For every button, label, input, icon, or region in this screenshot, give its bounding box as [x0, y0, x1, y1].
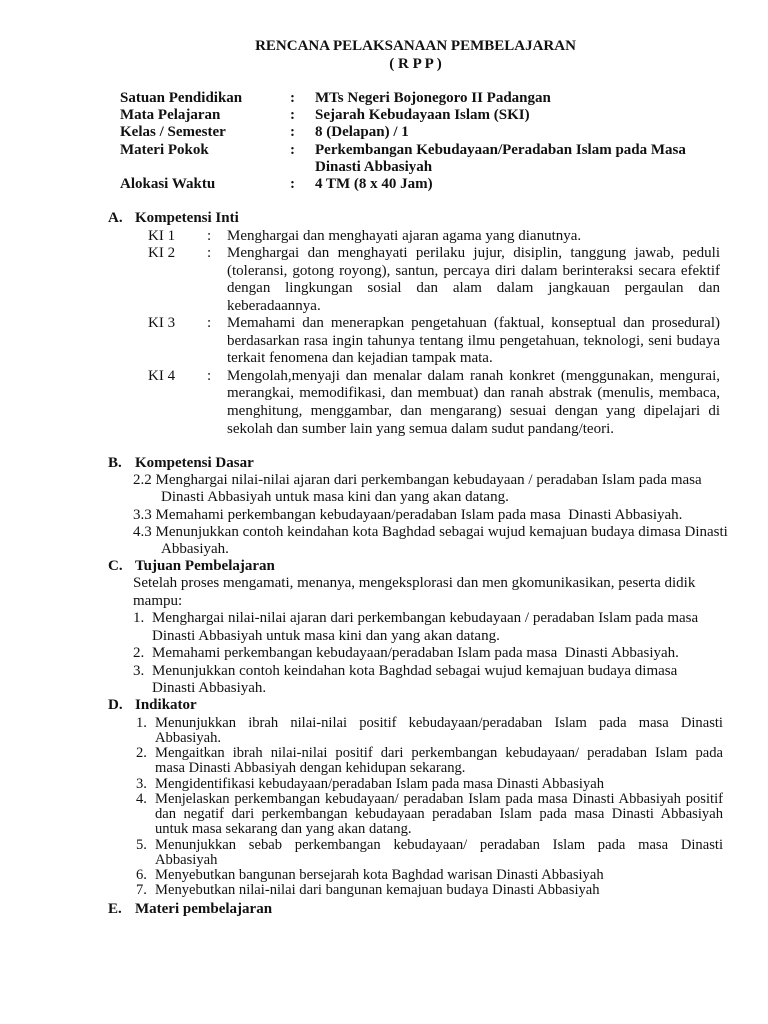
- section-title: Kompetensi Dasar: [135, 455, 254, 471]
- kd-line: [133, 507, 728, 524]
- indikator-number: 7.: [136, 882, 147, 899]
- section-title: Indikator: [135, 697, 197, 713]
- ki-separator: :: [207, 227, 212, 244]
- identity-row-alokasi: [120, 176, 686, 193]
- ki-text-line: Memahami dan menerapkan pengetahuan (faktual, konseptual dan prosedural): [227, 315, 720, 332]
- identity-value-line: Perkembangan Kebudayaan/Peradaban Islam pada Masa: [315, 141, 686, 158]
- identity-separator: :: [290, 141, 295, 158]
- section-heading: [108, 558, 698, 575]
- ki-code: KI 1: [148, 227, 176, 244]
- kd-code: 2.2: [133, 472, 152, 489]
- kd-item: [133, 472, 728, 506]
- ki-text-line: sekolah dan sumber lain yang semua dalam sudut pandang/teori.: [227, 420, 614, 437]
- indikator-item: [133, 792, 723, 838]
- ki-separator: :: [207, 245, 212, 262]
- ki-text-line: Menghargai dan menghayati perilaku jujur, disiplin, tanggung jawab, peduli: [227, 245, 720, 262]
- indikator-text-line: Menyebutkan nilai-nilai dari bangunan kemajuan budaya Dinasti Abbasiyah: [155, 882, 600, 899]
- identity-value: 8 (Delapan) / 1: [315, 124, 409, 141]
- section-kompetensi-dasar: [108, 455, 728, 558]
- tujuan-text-line: Dinasti Abbasiyah.: [152, 680, 267, 697]
- ki-item: [148, 315, 720, 368]
- ki-text: [227, 368, 720, 438]
- indikator-text: [155, 716, 723, 747]
- indikator-text-line: Abbasiyah.: [155, 729, 222, 746]
- indikator-text-line: Menyebutkan bangunan bersejarah kota Baghdad warisan Dinasti Abbasiyah: [155, 867, 604, 884]
- section-materi-pembelajaran: [108, 901, 272, 918]
- identity-row-materi: [120, 142, 686, 176]
- section-heading: [108, 455, 728, 472]
- indikator-text: [155, 883, 723, 898]
- identity-value: 4 TM (8 x 40 Jam): [315, 176, 433, 193]
- section-kompetensi-inti: [108, 210, 720, 438]
- tujuan-item: [133, 645, 698, 662]
- tujuan-number: 1.: [133, 610, 145, 627]
- section-letter: C.: [108, 558, 123, 574]
- ki-text-line: (toleransi, gotong royong), santun, percaya diri dalam berinteraksi secara efektif: [227, 262, 720, 279]
- indikator-item: [133, 716, 723, 747]
- ki-text-line: Menghargai dan menghayati ajaran agama yang dianutnya.: [227, 227, 582, 244]
- identity-label: Alokasi Waktu: [120, 176, 216, 193]
- tujuan-number: 3.: [133, 662, 145, 679]
- kd-text-continuation: Dinasti Abbasiyah untuk masa kini dan yang akan datang.: [161, 489, 509, 506]
- tujuan-text: [152, 663, 677, 698]
- section-letter: B.: [108, 455, 122, 471]
- ki-text-line: dengan lingkungan sosial dan alam dalam jangkauan pergaulan dan: [227, 280, 720, 297]
- ki-code: KI 2: [148, 245, 176, 262]
- ki-item: [148, 245, 720, 315]
- indikator-text: [155, 777, 723, 792]
- ki-separator: :: [207, 367, 212, 384]
- identity-value: MTs Negeri Bojonegoro II Padangan: [315, 90, 551, 106]
- indikator-number: 3.: [136, 775, 147, 792]
- ki-separator: :: [207, 315, 212, 332]
- kd-code: 4.3: [133, 523, 152, 540]
- indikator-item: [133, 777, 723, 792]
- tujuan-item: [133, 610, 698, 645]
- section-heading: [108, 210, 720, 228]
- kd-item: [133, 524, 728, 558]
- section-letter: D.: [108, 697, 123, 713]
- identity-row-mapel: [120, 107, 686, 124]
- ki-text-line: berdasarkan rasa ingin tahunya tentang ilmu pengetahuan, teknologi, seni budaya: [227, 332, 720, 349]
- indikator-text-line: masa Dinasti Abbasiyah dengan kehidupan sekarang.: [155, 760, 466, 777]
- indikator-number: 4.: [136, 790, 147, 807]
- indikator-text-line: Abbasiyah: [155, 851, 218, 868]
- section-heading: [108, 901, 272, 918]
- section-letter: E.: [108, 901, 122, 918]
- identity-label: Kelas / Semester: [120, 124, 226, 141]
- ki-text-line: Mengolah,menyaji dan menalar dalam ranah konkret (menggunakan, mengurai,: [227, 367, 720, 384]
- indikator-text: [155, 838, 723, 869]
- identity-separator: :: [290, 107, 295, 124]
- tujuan-item: [133, 663, 698, 698]
- kd-line: [133, 472, 728, 489]
- ki-text-line: merangkai, memodifikasi, dan membuat) dan ranah abstrak (menulis, membaca,: [227, 385, 720, 402]
- ki-text-line: terkait fenomena dan kejadian tampak mata.: [227, 350, 493, 367]
- ki-text: [227, 228, 720, 246]
- identity-row-satuan: [120, 90, 686, 107]
- kd-text-continuation: Abbasiyah.: [161, 541, 229, 558]
- indikator-text-line: Mengidentifikasi kebudayaan/peradaban Islam pada masa Dinasti Abbasiyah: [155, 775, 605, 792]
- ki-text: [227, 245, 720, 315]
- indikator-item: [133, 838, 723, 869]
- section-tujuan-pembelajaran: [108, 558, 698, 698]
- section-indikator: [108, 697, 197, 714]
- identity-separator: :: [290, 90, 295, 106]
- ki-text-line: menghitung, menggambar, dan mengarang) sesuai dengan yang dipelajari di: [227, 403, 720, 420]
- tujuan-intro: [133, 575, 698, 610]
- tujuan-text-line: Menghargai nilai-nilai ajaran dari perkembangan kebudayaan / peradaban Islam pada masa: [152, 610, 699, 627]
- indikator-text: [155, 868, 723, 883]
- ki-code: KI 3: [148, 315, 176, 332]
- identity-label: Materi Pokok: [120, 141, 209, 158]
- indikator-text: [155, 746, 723, 777]
- section-title: Kompetensi Inti: [135, 210, 239, 226]
- identity-separator: :: [290, 124, 295, 141]
- indikator-text-line: Mengaitkan ibrah nilai-nilai positif dari perkembangan kebudayaan/ peradaban Islam pada: [155, 745, 723, 762]
- section-heading: [108, 697, 197, 714]
- document-header: [108, 38, 723, 73]
- tujuan-intro-line: Setelah proses mengamati, menanya, mengeksplorasi dan men gkomunikasikan, peserta didik: [133, 575, 696, 592]
- indikator-item: [133, 868, 723, 883]
- section-letter: A.: [108, 210, 123, 226]
- document-title: RENCANA PELAKSANAAN PEMBELAJARAN: [255, 38, 576, 55]
- section-title: Materi pembelajaran: [135, 901, 273, 918]
- kd-text: Menghargai nilai-nilai ajaran dari perkembangan kebudayaan / peradaban Islam pada masa: [155, 472, 702, 489]
- tujuan-text: [152, 610, 698, 645]
- identity-label: Satuan Pendidikan: [120, 90, 243, 106]
- indikator-text-line: Menunjukkan sebab perkembangan kebudayaan/ peradaban Islam pada masa Dinasti: [155, 836, 723, 853]
- indikator-number: 5.: [136, 836, 147, 853]
- identity-label: Mata Pelajaran: [120, 107, 221, 124]
- indikator-text-line: dan negatif dari perkembangan kebudayaan peradaban Islam pada masa Dinasti Abbasiyah: [155, 806, 723, 823]
- indikator-number: 2.: [136, 745, 147, 762]
- identity-value: [315, 142, 686, 176]
- tujuan-text: [152, 645, 679, 662]
- tujuan-text-line: Memahami perkembangan kebudayaan/peradaban Islam pada masa Dinasti Abbasiyah.: [152, 645, 679, 662]
- kd-text: Memahami perkembangan kebudayaan/peradaban Islam pada masa Dinasti Abbasiyah.: [155, 506, 683, 523]
- indikator-text-line: untuk masa sekarang dan yang akan datang.: [155, 821, 412, 838]
- tujuan-text-line: Menunjukkan contoh keindahan kota Baghdad sebagai wujud kemajuan budaya dimasa: [152, 662, 678, 679]
- indikator-text: [155, 792, 723, 838]
- indikator-item: [133, 883, 723, 898]
- ki-text: [227, 315, 720, 368]
- kd-text: Menunjukkan contoh keindahan kota Baghdad sebagai wujud kemajuan budaya dimasa Dinasti: [155, 523, 728, 540]
- document-subtitle: ( R P P ): [389, 55, 442, 72]
- ki-code: KI 4: [148, 367, 176, 384]
- tujuan-text-line: Dinasti Abbasiyah untuk masa kini dan yang akan datang.: [152, 627, 500, 644]
- section-title: Tujuan Pembelajaran: [135, 558, 275, 574]
- indikator-text-line: Menjelaskan perkembangan kebudayaan/ peradaban Islam pada masa Dinasti Abbasiyah positif: [155, 790, 723, 807]
- indikator-list: [133, 716, 723, 899]
- identity-value: Sejarah Kebudayaan Islam (SKI): [315, 107, 530, 124]
- indikator-number: 6.: [136, 867, 147, 884]
- identity-row-kelas: [120, 124, 686, 141]
- identity-separator: :: [290, 176, 295, 193]
- indikator-item: [133, 746, 723, 777]
- indikator-text-line: Menunjukkan ibrah nilai-nilai positif kebudayaan/peradaban Islam pada masa Dinasti: [155, 714, 723, 731]
- tujuan-number: 2.: [133, 645, 145, 662]
- ki-item: [148, 228, 720, 246]
- kd-item: [133, 507, 728, 524]
- tujuan-intro-line: mampu:: [133, 592, 183, 609]
- indikator-number: 1.: [136, 714, 147, 731]
- identity-table: [120, 90, 686, 193]
- ki-text-line: keberadaannya.: [227, 297, 321, 314]
- kd-line: [133, 524, 728, 541]
- ki-item: [148, 368, 720, 438]
- kd-code: 3.3: [133, 506, 152, 523]
- identity-value-line: Dinasti Abbasiyah: [315, 158, 433, 175]
